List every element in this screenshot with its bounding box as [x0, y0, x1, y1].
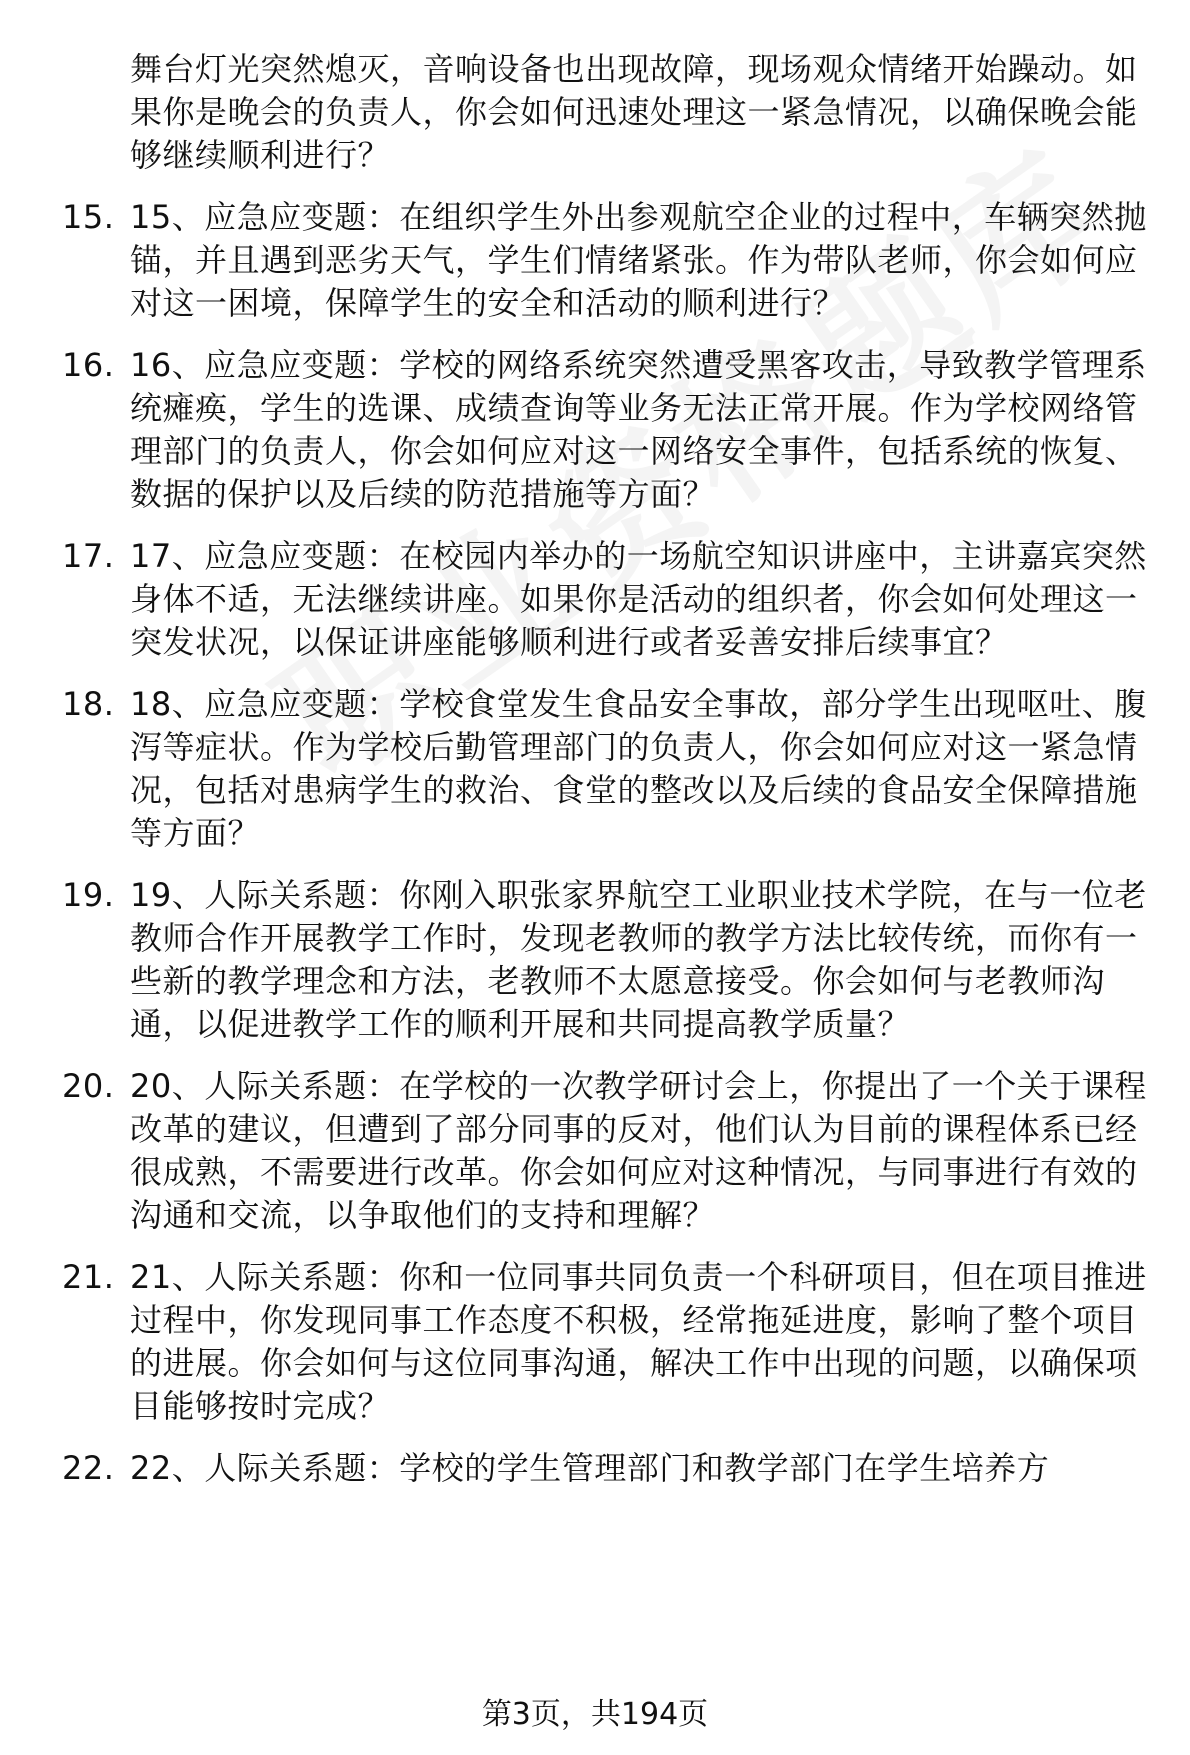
question-text: 18、应急应变题：学校食堂发生食品安全事故，部分学生出现呕吐、腹泻等症状。作为学校后勤管理部门的负责人，你会如何应对这一紧急情况，包括对患病学生的救治、食堂的整改以及后续的食品安全保障措施等方面？	[130, 685, 1147, 852]
question-text: 16、应急应变题：学校的网络系统突然遭受黑客攻击，导致教学管理系统瘫痪，学生的选课、成绩查询等业务无法正常开展。作为学校网络管理部门的负责人，你会如何应对这一网络安全事件，包括系统的恢复、数据的保护以及后续的防范措施等方面？	[130, 346, 1147, 513]
question-15	[62, 196, 1152, 325]
question-number: 19.	[62, 876, 115, 914]
question-number: 21.	[62, 1258, 115, 1296]
question-20	[62, 1065, 1152, 1237]
question-number: 15.	[62, 198, 115, 236]
question-16	[62, 344, 1152, 516]
question-18	[62, 683, 1152, 855]
question-17	[62, 535, 1152, 664]
question-22	[62, 1447, 1152, 1490]
page-footer: 第3页，共194页	[481, 1697, 709, 1732]
question-text: 21、人际关系题：你和一位同事共同负责一个科研项目，但在项目推进过程中，你发现同事工作态度不积极，经常拖延进度，影响了整个项目的进展。你会如何与这位同事沟通，解决工作中出现的问题，以确保项目能够按时完成？	[130, 1258, 1147, 1425]
question-number: 20.	[62, 1067, 115, 1105]
question-19	[62, 874, 1152, 1046]
question-text: 22、人际关系题：学校的学生管理部门和教学部门在学生培养方	[130, 1449, 1050, 1487]
question-text: 19、人际关系题：你刚入职张家界航空工业职业技术学院，在与一位老教师合作开展教学工作时，发现老教师的教学方法比较传统，而你有一些新的教学理念和方法，老教师不太愿意接受。你会如何与老教师沟通，以促进教学工作的顺利开展和共同提高教学质量？	[130, 876, 1147, 1043]
question-number: 22.	[62, 1449, 115, 1487]
question-text: 17、应急应变题：在校园内举办的一场航空知识讲座中，主讲嘉宾突然身体不适，无法继续讲座。如果你是活动的组织者，你会如何处理这一突发状况，以保证讲座能够顺利进行或者妥善安排后续事宜？	[130, 537, 1147, 661]
question-number: 17.	[62, 537, 115, 575]
question-number: 16.	[62, 346, 115, 384]
question-21	[62, 1256, 1152, 1428]
question-list	[62, 48, 1152, 1490]
question-text: 20、人际关系题：在学校的一次教学研讨会上，你提出了一个关于课程改革的建议，但遭到了部分同事的反对，他们认为目前的课程体系已经很成熟，不需要进行改革。你会如何应对这种情况，与同事进行有效的沟通和交流，以争取他们的支持和理解？	[130, 1067, 1147, 1234]
question-14-continuation: 舞台灯光突然熄灭，音响设备也出现故障，现场观众情绪开始躁动。如果你是晚会的负责人，你会如何迅速处理这一紧急情况，以确保晚会能够继续顺利进行？	[130, 50, 1138, 174]
question-text: 15、应急应变题：在组织学生外出参观航空企业的过程中，车辆突然抛锚，并且遇到恶劣天气，学生们情绪紧张。作为带队老师，你会如何应对这一困境，保障学生的安全和活动的顺利进行？	[130, 198, 1147, 322]
question-number: 18.	[62, 685, 115, 723]
